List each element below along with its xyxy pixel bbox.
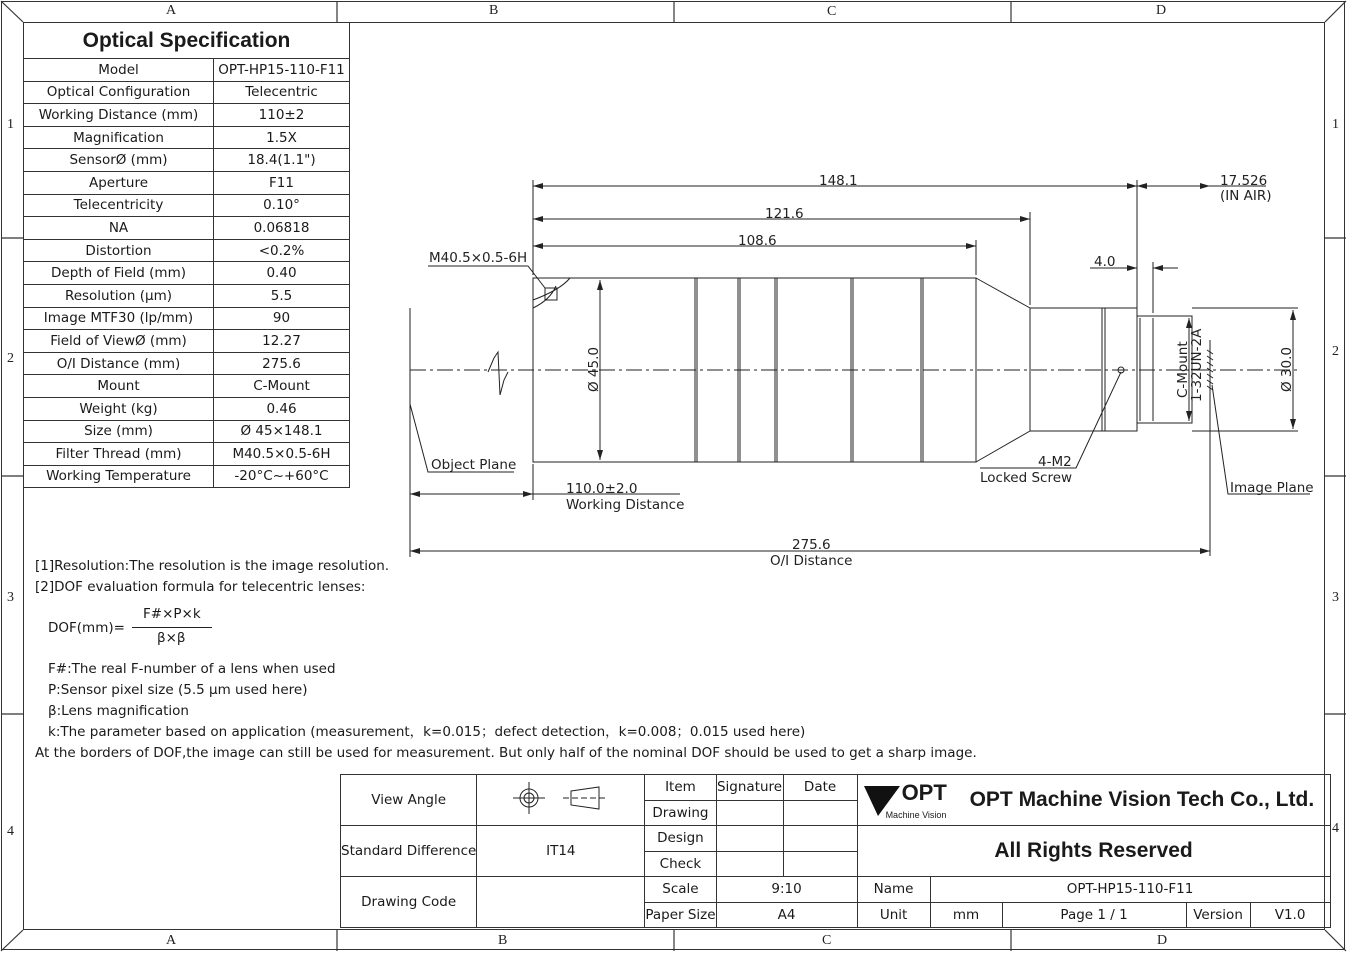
cmount-thread-label: 1-32UN-2A xyxy=(1189,328,1205,402)
spec-label: Resolution (μm) xyxy=(24,284,214,307)
spec-value: 18.4(1.1") xyxy=(214,149,350,172)
page-number: Page 1 / 1 xyxy=(1002,902,1186,928)
view-angle-label: View Angle xyxy=(341,775,477,826)
drawing-code-label: Drawing Code xyxy=(341,877,477,928)
scale-value: 9:10 xyxy=(716,877,857,903)
break-symbol xyxy=(488,352,508,395)
spec-value: C-Mount xyxy=(214,375,350,398)
spec-label: Optical Configuration xyxy=(24,81,214,104)
company-name: OPT Machine Vision Tech Co., Ltd. xyxy=(969,788,1315,811)
version-value: V1.0 xyxy=(1250,902,1330,928)
spec-value: 0.06818 xyxy=(214,217,350,240)
zone-label-bottom-a: A xyxy=(166,933,177,948)
spec-value: Telecentric xyxy=(214,81,350,104)
spec-label: SensorØ (mm) xyxy=(24,149,214,172)
spec-value: 5.5 xyxy=(214,284,350,307)
note-k: k:The parameter based on application (measurement，k=0.015；defect detection，k=0.008；0.015 used here) xyxy=(48,724,806,740)
version-label: Version xyxy=(1186,902,1250,928)
check-date xyxy=(783,851,857,877)
spec-value: <0.2% xyxy=(214,239,350,262)
check-row-label: Check xyxy=(645,851,716,877)
drawing-signature xyxy=(716,800,783,826)
image-plane-leader xyxy=(1212,385,1310,494)
spec-value: OPT-HP15-110-F11 xyxy=(214,59,350,82)
note-p: P:Sensor pixel size (5.5 μm used here) xyxy=(48,682,308,698)
oi-label: O/I Distance xyxy=(770,553,853,569)
formula-numerator: F#×P×k xyxy=(143,606,201,622)
spec-label: Working Temperature xyxy=(24,465,214,488)
spec-value: 1.5X xyxy=(214,126,350,149)
formula-lhs: DOF(mm)= xyxy=(48,620,125,636)
notes xyxy=(35,556,389,598)
note-b: β:Lens magnification xyxy=(48,703,189,719)
spec-label: Filter Thread (mm) xyxy=(24,443,214,466)
dim-121: 121.6 xyxy=(765,206,804,222)
zone-label-left-4: 4 xyxy=(7,824,14,839)
zone-label-top-c: C xyxy=(827,4,837,19)
spec-value: 90 xyxy=(214,307,350,330)
spec-value: 12.27 xyxy=(214,330,350,353)
spec-value: F11 xyxy=(214,171,350,194)
signature-header: Signature xyxy=(716,775,783,801)
zone-label-bottom-d: D xyxy=(1157,933,1168,948)
zone-label-top-d: D xyxy=(1156,3,1167,18)
name-label: Name xyxy=(857,877,930,903)
view-angle-symbol xyxy=(477,775,645,826)
screw-label: 4-M2 xyxy=(1038,454,1072,470)
zone-label-top-b: B xyxy=(489,3,499,18)
rights-notice: All Rights Reserved xyxy=(857,826,1330,877)
note-border: At the borders of DOF,the image can still be used for measurement. But only half of the nominal DOF should be used to get a sharp image. xyxy=(35,745,977,761)
cmount-label: C-Mount xyxy=(1175,341,1191,398)
design-row-label: Design xyxy=(645,826,716,852)
thread-leader xyxy=(428,266,545,288)
dia30-label: Ø 30.0 xyxy=(1279,347,1295,392)
formula-denominator: β×β xyxy=(157,630,186,646)
spec-title: Optical Specification xyxy=(24,23,350,59)
zone-label-right-1: 1 xyxy=(1332,117,1339,132)
zone-label-right-4: 4 xyxy=(1332,821,1339,836)
spec-value: -20°C~+60°C xyxy=(214,465,350,488)
drawing-date xyxy=(783,800,857,826)
design-signature xyxy=(716,826,783,852)
spec-label: Depth of Field (mm) xyxy=(24,262,214,285)
zone-label-left-2: 2 xyxy=(7,351,14,366)
drawing-row-label: Drawing xyxy=(645,800,716,826)
spec-label: NA xyxy=(24,217,214,240)
thread-label: M40.5×0.5-6H xyxy=(429,250,528,266)
dim-17-note: (IN AIR) xyxy=(1220,188,1272,204)
zone-label-left-3: 3 xyxy=(7,590,14,605)
note-f: F#:The real F-number of a lens when used xyxy=(48,661,336,677)
spec-value: 0.40 xyxy=(214,262,350,285)
spec-label: Weight (kg) xyxy=(24,397,214,420)
screw-desc: Locked Screw xyxy=(980,470,1073,486)
dim-4: 4.0 xyxy=(1094,254,1116,270)
zone-label-left-1: 1 xyxy=(7,117,14,132)
spec-label: Size (mm) xyxy=(24,420,214,443)
paper-label: Paper Size xyxy=(645,902,716,928)
wd-value: 110.0±2.0 xyxy=(566,481,638,497)
notes-legend xyxy=(35,659,977,764)
zone-label-bottom-b: B xyxy=(498,933,508,948)
drawing-code-value xyxy=(477,877,645,928)
note-resolution: [1]Resolution:The resolution is the image resolution. xyxy=(35,558,390,574)
spec-label: Image MTF30 (lp/mm) xyxy=(24,307,214,330)
spec-value: 0.10° xyxy=(214,194,350,217)
spec-value: M40.5×0.5-6H xyxy=(214,443,350,466)
spec-label: Telecentricity xyxy=(24,194,214,217)
std-diff-label: Standard Difference xyxy=(341,826,477,877)
front-thread-detail xyxy=(533,278,570,308)
spec-label: Field of ViewØ (mm) xyxy=(24,330,214,353)
date-header: Date xyxy=(783,775,857,801)
scale-label: Scale xyxy=(645,877,716,903)
design-date xyxy=(783,826,857,852)
dim-17: 17.526 xyxy=(1220,173,1268,189)
spec-value: 275.6 xyxy=(214,352,350,375)
spec-label: Distortion xyxy=(24,239,214,262)
spec-label: Magnification xyxy=(24,126,214,149)
paper-value: A4 xyxy=(716,902,857,928)
image-plane-label: Image Plane xyxy=(1230,480,1314,496)
formula-bar xyxy=(132,627,212,628)
dia45-label: Ø 45.0 xyxy=(586,347,602,392)
item-header: Item xyxy=(645,775,716,801)
zone-label-right-3: 3 xyxy=(1332,590,1339,605)
spec-label: Aperture xyxy=(24,171,214,194)
projection-icon xyxy=(501,778,621,818)
dim-148: 148.1 xyxy=(819,173,858,189)
unit-value: mm xyxy=(930,902,1002,928)
zone-label-bottom-c: C xyxy=(822,933,832,948)
spec-label: Mount xyxy=(24,375,214,398)
zone-label-right-2: 2 xyxy=(1332,344,1339,359)
title-block xyxy=(340,774,1331,928)
spec-label: Model xyxy=(24,59,214,82)
spec-value: 0.46 xyxy=(214,397,350,420)
unit-label: Unit xyxy=(857,902,930,928)
spec-label: Working Distance (mm) xyxy=(24,104,214,127)
opt-logo xyxy=(862,780,962,820)
spec-label: O/I Distance (mm) xyxy=(24,352,214,375)
company-cell xyxy=(857,775,1330,826)
zone-label-top-a: A xyxy=(166,3,177,18)
dim-108: 108.6 xyxy=(738,233,777,249)
logo-text: OPT xyxy=(901,780,947,805)
oi-value: 275.6 xyxy=(792,537,831,553)
object-plane-label: Object Plane xyxy=(431,457,517,473)
check-signature xyxy=(716,851,783,877)
spec-value: Ø 45×148.1 xyxy=(214,420,350,443)
logo-subtext: Machine Vision xyxy=(885,810,947,820)
std-diff-value: IT14 xyxy=(477,826,645,877)
name-value: OPT-HP15-110-F11 xyxy=(930,877,1330,903)
wd-label: Working Distance xyxy=(566,497,685,513)
note-dof: [2]DOF evaluation formula for telecentric lenses: xyxy=(35,579,366,595)
spec-value: 110±2 xyxy=(214,104,350,127)
